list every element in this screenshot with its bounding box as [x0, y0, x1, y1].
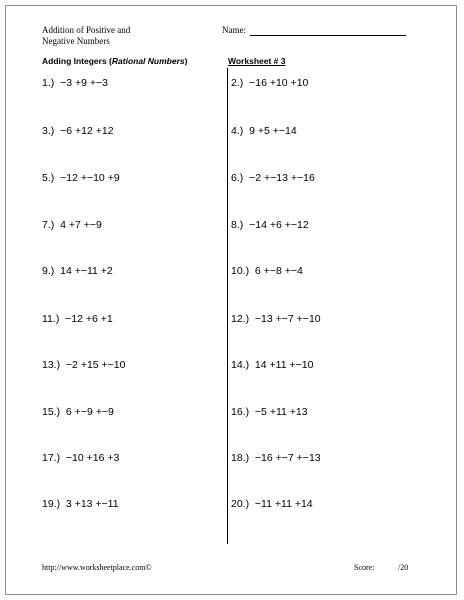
problem-number: 4.) — [231, 125, 244, 137]
problem-number: 9.) — [42, 265, 55, 277]
problem-expression: −10 +16 +3 — [60, 452, 120, 464]
subheading-italic: Rational Numbers — [111, 56, 185, 66]
problem-number: 2.) — [231, 77, 244, 89]
problem-number: 10.) — [231, 265, 250, 277]
title-line-2: Negative Numbers — [42, 36, 110, 46]
problem-expression: −12 +6 +1 — [59, 313, 113, 325]
score-total: /20 — [398, 563, 409, 572]
problem-expression: −6 +12 +12 — [54, 125, 114, 137]
problem-number: 19.) — [42, 498, 61, 510]
problem-number: 13.) — [42, 359, 61, 371]
problem-number: 1.) — [42, 77, 55, 89]
worksheet-title — [42, 25, 130, 47]
problem-9 — [42, 265, 113, 277]
subheading-left — [42, 56, 187, 66]
problem-number: 14.) — [231, 359, 250, 371]
problem-4 — [231, 125, 297, 137]
problem-expression: 9 +5 +−14 — [243, 125, 297, 137]
problem-expression: 6 +−8 +−4 — [249, 265, 303, 277]
subheading-suffix: ) — [184, 56, 188, 66]
problem-7 — [42, 219, 102, 231]
problem-expression: −5 +11 +13 — [249, 406, 308, 418]
problem-number: 15.) — [42, 406, 61, 418]
problem-17 — [42, 452, 119, 464]
problem-number: 18.) — [231, 452, 250, 464]
subheading-prefix: Adding Integers ( — [42, 56, 112, 66]
problem-15 — [42, 406, 114, 418]
problem-number: 5.) — [42, 172, 55, 184]
problem-number: 17.) — [42, 452, 61, 464]
problem-number: 11.) — [42, 313, 60, 325]
title-line-1: Addition of Positive and — [42, 25, 131, 35]
problem-expression: 14 +11 +−10 — [249, 359, 314, 371]
problem-expression: 6 +−9 +−9 — [60, 406, 114, 418]
problem-number: 20.) — [231, 498, 250, 510]
problem-number: 16.) — [231, 406, 250, 418]
problem-number: 3.) — [42, 125, 55, 137]
problem-10 — [231, 265, 303, 277]
name-label: Name: — [222, 25, 246, 35]
problem-expression: −14 +6 +−12 — [243, 219, 309, 231]
problem-5 — [42, 172, 120, 184]
problem-expression: −11 +11 +14 — [249, 498, 313, 510]
column-divider — [227, 68, 228, 544]
problem-12 — [231, 313, 321, 325]
name-field-line — [250, 35, 406, 36]
problem-expression: −3 +9 +−3 — [54, 77, 108, 89]
problem-expression: −2 +−13 +−16 — [243, 172, 315, 184]
problem-number: 6.) — [231, 172, 244, 184]
problem-20 — [231, 498, 313, 510]
problem-19 — [42, 498, 119, 510]
problem-16 — [231, 406, 308, 418]
problem-expression: 14 +−11 +2 — [54, 265, 113, 277]
problem-expression: −13 +−7 +−10 — [249, 313, 321, 325]
problem-14 — [231, 359, 313, 371]
score-label: Score: — [354, 563, 375, 572]
problem-number: 7.) — [42, 219, 55, 231]
problem-8 — [231, 219, 309, 231]
problem-number: 12.) — [231, 313, 250, 325]
problem-1 — [42, 77, 108, 89]
footer-url: http://www.worksheetplace.com© — [42, 563, 152, 572]
problem-expression: −2 +15 +−10 — [60, 359, 126, 371]
problem-number: 8.) — [231, 219, 244, 231]
problem-expression: 3 +13 +−11 — [60, 498, 119, 510]
problem-6 — [231, 172, 315, 184]
problem-3 — [42, 125, 114, 137]
problem-expression: −16 +10 +10 — [243, 77, 309, 89]
problem-18 — [231, 452, 321, 464]
problem-expression: 4 +7 +−9 — [54, 219, 102, 231]
problem-expression: −12 +−10 +9 — [54, 172, 120, 184]
problem-13 — [42, 359, 126, 371]
problem-expression: −16 +−7 +−13 — [249, 452, 321, 464]
problem-11 — [42, 313, 113, 325]
worksheet-number: Worksheet # 3 — [228, 56, 286, 66]
problem-2 — [231, 77, 308, 89]
